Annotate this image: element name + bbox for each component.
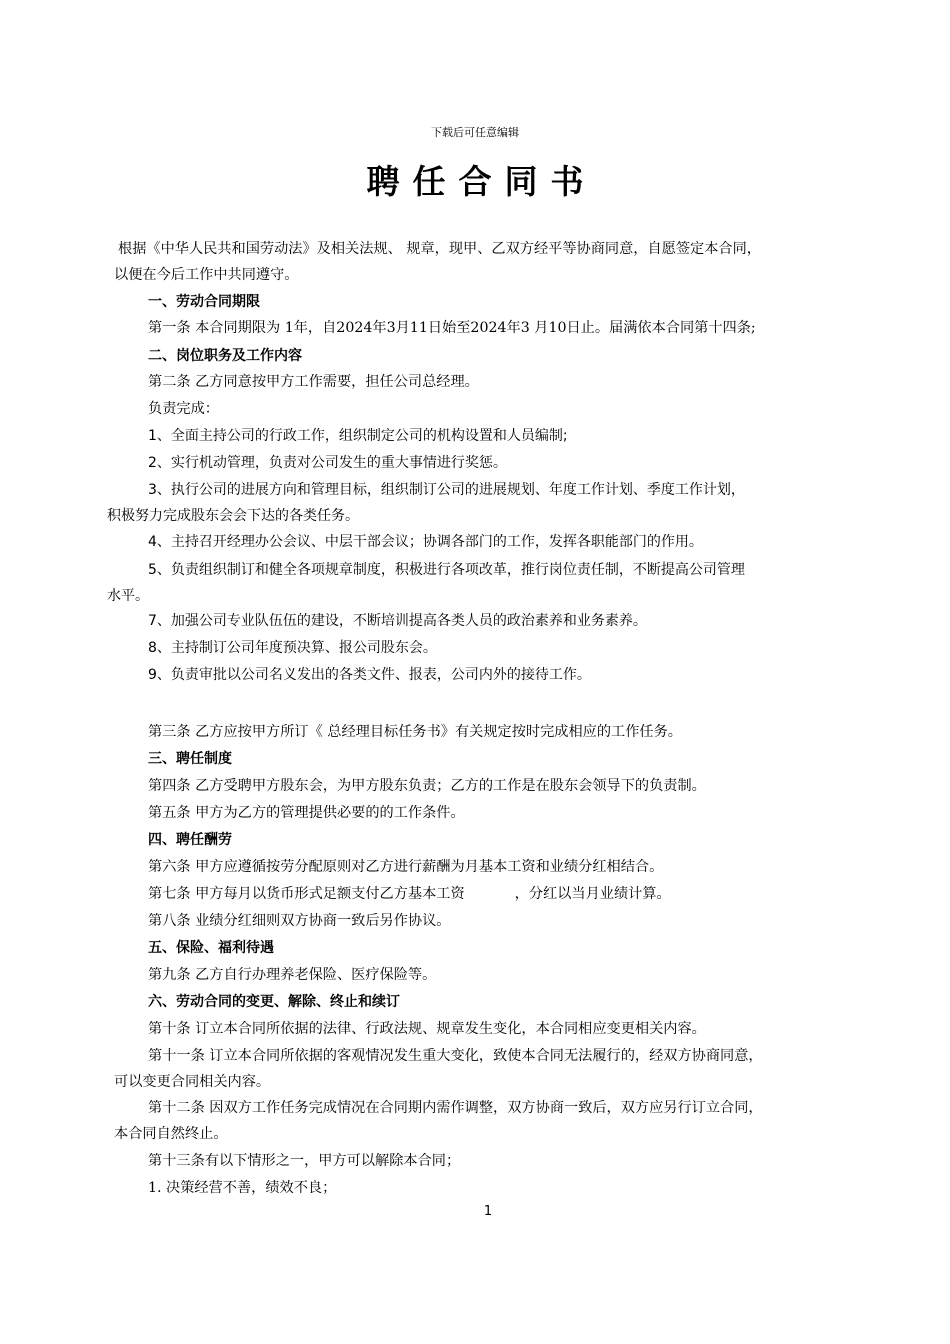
duty-item-3-line-1: 3、执行公司的进展方向和管理目标，组织制订公司的进展规划、年度工作计划、季度工作计划， — [148, 482, 745, 498]
document-title: 聘任合同书 — [366, 162, 597, 201]
preamble-line-1: 根据《中华人民共和国劳动法》及相关法规、 规章，现甲、乙双方经平等协商同意，自愿签定本合同， — [118, 241, 761, 257]
duty-item-8: 8、主持制订公司年度预决算、报公司股东会。 — [148, 640, 437, 656]
article-7-part-b: ，分红以当月业绩计算。 — [514, 886, 671, 902]
article-2: 第二条 乙方同意按甲方工作需要，担任公司总经理。 — [148, 374, 479, 390]
article-11-line-1: 第十一条 订立本合同所依据的客观情况发生重大变化，致使本合同无法履行的，经双方协商同意， — [148, 1048, 763, 1064]
duty-item-9: 9、负责审批以公司名义发出的各类文件、报表，公司内外的接待工作。 — [148, 667, 591, 683]
article-9: 第九条 乙方自行办理养老保险、医疗保险等。 — [148, 967, 437, 983]
section-heading-5: 五、保险、福利待遇 — [148, 940, 274, 956]
section-heading-3: 三、聘任制度 — [148, 751, 232, 767]
responsible-label: 负责完成： — [148, 401, 219, 417]
preamble-line-2: 以便在今后工作中共同遵守。 — [114, 267, 299, 283]
duty-item-2: 2、实行机动管理，负责对公司发生的重大事情进行奖惩。 — [148, 455, 507, 471]
article-13: 第十三条有以下情形之一，甲方可以解除本合同； — [148, 1153, 461, 1169]
duty-item-4: 4、主持召开经理办公会议、中层干部会议；协调各部门的工作，发挥各职能部门的作用。 — [148, 534, 703, 550]
article-7 — [148, 884, 671, 904]
duty-item-1: 1、全面主持公司的行政工作，组织制定公司的机构设置和人员编制; — [148, 428, 568, 444]
duty-item-3-line-2: 积极努力完成股东会会下达的各类任务。 — [107, 508, 359, 524]
section-heading-4: 四、聘任酬劳 — [148, 832, 232, 848]
section-heading-1: 一、劳动合同期限 — [148, 294, 260, 310]
header-note: 下载后可任意编辑 — [431, 126, 519, 139]
article-3: 第三条 乙方应按甲方所订《 总经理目标任务书》有关规定按时完成相应的工作任务。 — [148, 724, 682, 740]
article-1: 第一条 本合同期限为 1年，自2024年3月11日始至2024年3 月10日止。届满依本合同第十四条; — [148, 320, 756, 336]
duty-item-7: 7、加强公司专业队伍伍的建设，不断培训提高各类人员的政治素养和业务素养。 — [148, 613, 647, 629]
page-number: 1 — [483, 1204, 493, 1219]
article-13-item-1: 1. 决策经营不善，绩效不良； — [148, 1180, 337, 1196]
article-10: 第十条 订立本合同所依据的法律、行政法规、规章发生变化，本合同相应变更相关内容。 — [148, 1021, 706, 1037]
article-6: 第六条 甲方应遵循按劳分配原则对乙方进行薪酬为月基本工资和业绩分红相结合。 — [148, 859, 664, 875]
duty-item-5-line-2: 水平。 — [107, 588, 149, 604]
section-heading-2: 二、岗位职务及工作内容 — [148, 348, 302, 364]
article-8: 第八条 业绩分红细则双方协商一致后另作协议。 — [148, 913, 451, 929]
duty-item-5-line-1: 5、负责组织制订和健全各项规章制度，积极进行各项改革，推行岗位责任制，不断提高公司管理 — [148, 562, 745, 578]
section-heading-6: 六、劳动合同的变更、解除、终止和续订 — [148, 994, 400, 1010]
article-12-line-1: 第十二条 因双方工作任务完成情况在合同期内需作调整，双方协商一致后，双方应另行订立合同， — [148, 1100, 763, 1116]
article-11-line-2: 可以变更合同相关内容。 — [114, 1074, 271, 1090]
article-12-line-2: 本合同自然终止。 — [114, 1126, 228, 1142]
article-5: 第五条 甲方为乙方的管理提供必要的的工作条件。 — [148, 805, 465, 821]
article-7-part-a: 第七条 甲方每月以货币形式足额支付乙方基本工资 — [148, 886, 465, 902]
article-4: 第四条 乙方受聘甲方股东会，为甲方股东负责；乙方的工作是在股东会领导下的负责制。 — [148, 778, 706, 794]
